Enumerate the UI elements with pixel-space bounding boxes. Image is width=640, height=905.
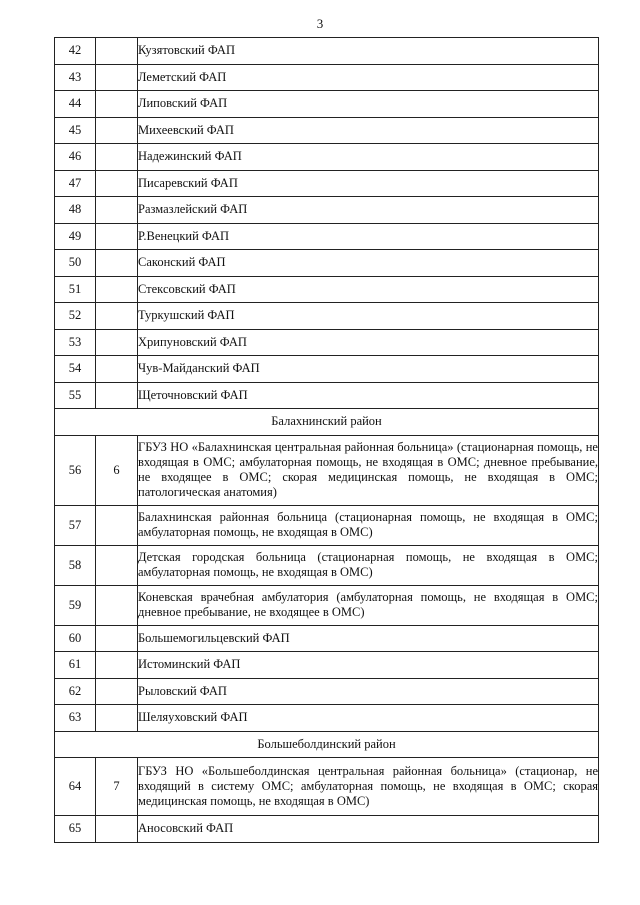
row-number: 64	[55, 758, 96, 816]
table-row	[55, 435, 599, 505]
institution-number	[96, 356, 138, 383]
institution-number: 6	[96, 435, 138, 505]
table-row	[55, 250, 599, 277]
section-row	[55, 409, 599, 436]
row-number: 52	[55, 303, 96, 330]
table-row	[55, 144, 599, 171]
row-number: 54	[55, 356, 96, 383]
institution-name: Аносовский ФАП	[138, 816, 599, 843]
institution-number	[96, 170, 138, 197]
row-number: 51	[55, 276, 96, 303]
row-number: 57	[55, 505, 96, 545]
institution-name: Михеевский ФАП	[138, 117, 599, 144]
row-number: 45	[55, 117, 96, 144]
institution-number	[96, 678, 138, 705]
institution-number	[96, 117, 138, 144]
table-row	[55, 276, 599, 303]
institution-name: Р.Венецкий ФАП	[138, 223, 599, 250]
institution-number	[96, 705, 138, 732]
table-row	[55, 505, 599, 545]
institution-name: Липовский ФАП	[138, 91, 599, 118]
institution-number	[96, 652, 138, 679]
institution-number	[96, 382, 138, 409]
row-number: 44	[55, 91, 96, 118]
table-row	[55, 356, 599, 383]
table-row	[55, 758, 599, 816]
institution-name: Рыловский ФАП	[138, 678, 599, 705]
institution-name: Детская городская больница (стационарная помощь, не входящая в ОМС; амбулаторная помощь, не входящая в ОМС)	[138, 545, 599, 585]
institution-name: Кузятовский ФАП	[138, 38, 599, 65]
row-number: 42	[55, 38, 96, 65]
page-number: 3	[316, 16, 324, 31]
row-number: 47	[55, 170, 96, 197]
table-row	[55, 170, 599, 197]
row-number: 49	[55, 223, 96, 250]
table-row	[55, 91, 599, 118]
row-number: 43	[55, 64, 96, 91]
row-number: 59	[55, 585, 96, 625]
institution-name: Коневская врачебная амбулатория (амбулаторная помощь, не входящая в ОМС; дневное пребывание, не входящее в ОМС)	[138, 585, 599, 625]
table-row	[55, 197, 599, 224]
institution-number	[96, 276, 138, 303]
institution-name: Надежинский ФАП	[138, 144, 599, 171]
table-row	[55, 64, 599, 91]
institution-name: Истоминский ФАП	[138, 652, 599, 679]
institution-name: Чув-Майданский ФАП	[138, 356, 599, 383]
institution-name: Стексовский ФАП	[138, 276, 599, 303]
table-row	[55, 545, 599, 585]
institution-number	[96, 197, 138, 224]
district-heading: Балахнинский район	[55, 409, 599, 436]
institution-name: Туркушский ФАП	[138, 303, 599, 330]
table-row	[55, 223, 599, 250]
institution-number	[96, 505, 138, 545]
institution-name: Саконский ФАП	[138, 250, 599, 277]
institution-name: ГБУЗ НО «Большеболдинская центральная районная больница» (стационар, не входящий в систему ОМС; амбулаторная помощь, не входящая в ОМС; скорая медицинская помощь, не входящая в ОМС)	[138, 758, 599, 816]
institution-number	[96, 303, 138, 330]
institution-name: Хрипуновский ФАП	[138, 329, 599, 356]
institution-name: Щеточновский ФАП	[138, 382, 599, 409]
institutions-table	[54, 37, 599, 843]
row-number: 46	[55, 144, 96, 171]
row-number: 53	[55, 329, 96, 356]
institution-number	[96, 38, 138, 65]
institution-number	[96, 250, 138, 277]
row-number: 63	[55, 705, 96, 732]
institution-number	[96, 144, 138, 171]
table-row	[55, 625, 599, 652]
institution-number	[96, 223, 138, 250]
table-row	[55, 652, 599, 679]
institution-name: Писаревский ФАП	[138, 170, 599, 197]
row-number: 61	[55, 652, 96, 679]
institution-name: Большемогильцевский ФАП	[138, 625, 599, 652]
row-number: 50	[55, 250, 96, 277]
institution-name: Балахнинская районная больница (стационарная помощь, не входящая в ОМС; амбулаторная помощь, не входящая в ОМС)	[138, 505, 599, 545]
table-row	[55, 816, 599, 843]
institution-number	[96, 816, 138, 843]
institution-name: ГБУЗ НО «Балахнинская центральная районная больница» (стационарная помощь, не входящая в ОМС; амбулаторная помощь, не входящая в ОМС; дневное пребывание, не входящее в ОМС; скорая медицинская помощь, не входящая в ОМС; патологическая анатомия)	[138, 435, 599, 505]
row-number: 65	[55, 816, 96, 843]
institution-number	[96, 625, 138, 652]
row-number: 58	[55, 545, 96, 585]
row-number: 62	[55, 678, 96, 705]
table-row	[55, 678, 599, 705]
row-number: 48	[55, 197, 96, 224]
table-row	[55, 382, 599, 409]
section-row	[55, 731, 599, 758]
institution-number	[96, 91, 138, 118]
institution-number	[96, 545, 138, 585]
row-number: 60	[55, 625, 96, 652]
institution-number	[96, 329, 138, 356]
institution-number: 7	[96, 758, 138, 816]
institution-name: Размазлейский ФАП	[138, 197, 599, 224]
table-row	[55, 117, 599, 144]
institution-number	[96, 64, 138, 91]
table-row	[55, 705, 599, 732]
institution-number	[96, 585, 138, 625]
row-number: 55	[55, 382, 96, 409]
row-number: 56	[55, 435, 96, 505]
table-row	[55, 329, 599, 356]
district-heading: Большеболдинский район	[55, 731, 599, 758]
institution-name: Шеляуховский ФАП	[138, 705, 599, 732]
institution-name: Леметский ФАП	[138, 64, 599, 91]
table-row	[55, 585, 599, 625]
table-row	[55, 303, 599, 330]
table-row	[55, 38, 599, 65]
